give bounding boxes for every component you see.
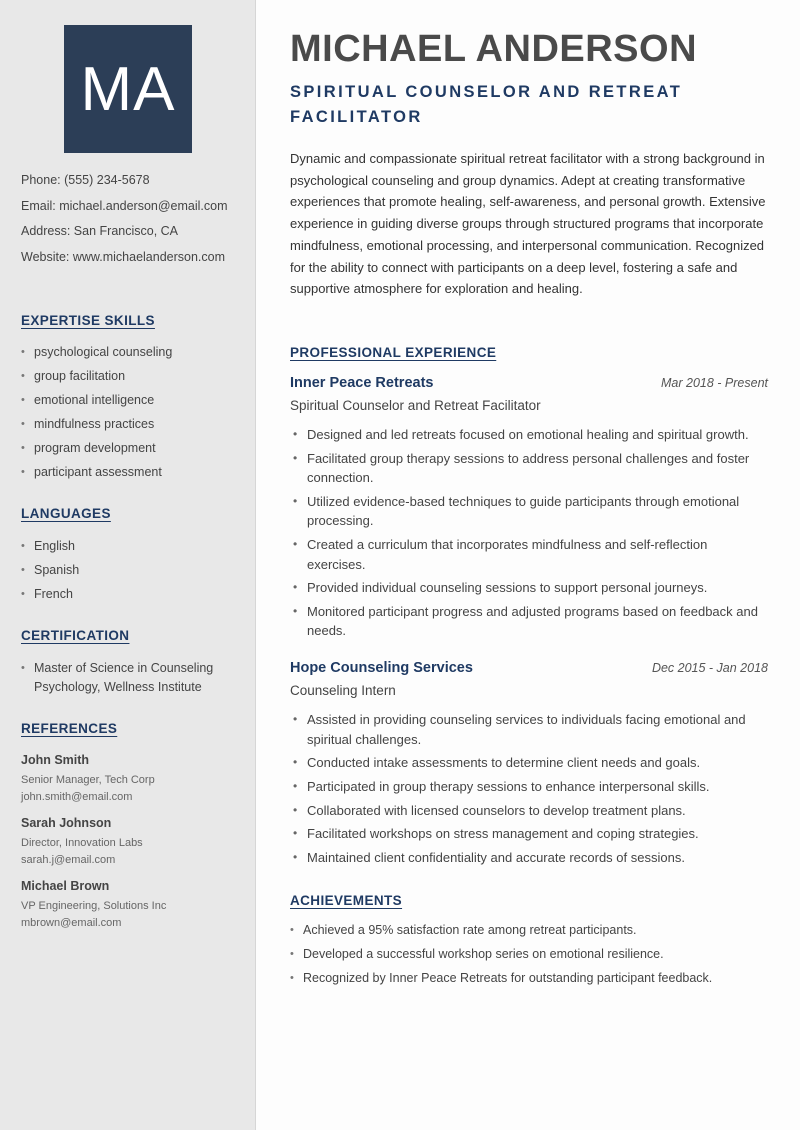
skill-item: • mindfulness practices [21, 415, 246, 434]
references-heading: REFERENCES [21, 721, 118, 736]
job-bullet: • Facilitated workshops on stress management and coping strategies. [290, 824, 768, 844]
contact-info [21, 172, 251, 274]
monogram-logo: MA [64, 25, 192, 153]
achievement-item: • Achieved a 95% satisfaction rate among retreat participants. [290, 921, 768, 940]
skill-item: • psychological counseling [21, 343, 246, 362]
job-company: Hope Counseling Services [290, 660, 473, 676]
skill-item: • group facilitation [21, 367, 246, 386]
reference-email: john.smith@email.com [21, 791, 133, 803]
job-role: Spiritual Counselor and Retreat Facilitator [290, 398, 541, 413]
language-item: • French [21, 585, 246, 604]
job-bullet: • Monitored participant progress and adjusted programs based on feedback and needs. [290, 602, 768, 641]
job-bullet: • Maintained client confidentiality and accurate records of sessions. [290, 848, 768, 868]
job-header [290, 375, 768, 391]
profile-summary: Dynamic and compassionate spiritual retreat facilitator with a strong background in psychological counseling and group dynamics. Adept at creating transformative experiences that promote healing, self-awareness, and personal growth. Extensive experience in guiding diverse groups through structured programs that incorporate mindfulness, emotional processing, and interpersonal communication. Recognized for the ability to connect with participants on a deep level, fostering a safe and supportive atmosphere for exploration and healing. [290, 151, 766, 297]
reference-name: Michael Brown [21, 879, 110, 893]
language-item: • English [21, 537, 246, 556]
achievements-list [290, 921, 768, 993]
job-bullet: • Participated in group therapy sessions to enhance interpersonal skills. [290, 777, 768, 797]
reference-position: Director, Innovation Labs [21, 837, 143, 849]
job-company: Inner Peace Retreats [290, 375, 434, 391]
job-bullet: • Assisted in providing counseling services to individuals facing emotional and spiritual challenges. [290, 710, 768, 749]
job-role: Counseling Intern [290, 683, 396, 698]
certification-list [21, 659, 246, 702]
sidebar [0, 0, 256, 1130]
reference-email: mbrown@email.com [21, 917, 122, 929]
reference-email: sarah.j@email.com [21, 854, 116, 866]
job-bullet: • Designed and led retreats focused on emotional healing and spiritual growth. [290, 425, 768, 445]
skills-list [21, 343, 246, 487]
job-dates: Mar 2018 - Present [661, 376, 768, 390]
reference-name: John Smith [21, 753, 90, 767]
language-item: • Spanish [21, 561, 246, 580]
contact-email: Email: michael.anderson@email.com [21, 198, 228, 213]
skill-item: • program development [21, 439, 246, 458]
job-bullet: • Facilitated group therapy sessions to address personal challenges and foster connection. [290, 449, 768, 488]
job-bullet: • Provided individual counseling sessions to support personal journeys. [290, 578, 768, 598]
job-bullets [290, 710, 768, 872]
experience-heading: PROFESSIONAL EXPERIENCE [290, 345, 497, 360]
languages-heading: LANGUAGES [21, 506, 111, 521]
job-bullets [290, 425, 768, 645]
contact-website: Website: www.michaelanderson.com [21, 249, 226, 264]
skill-item: • emotional intelligence [21, 391, 246, 410]
certification-heading: CERTIFICATION [21, 628, 130, 643]
achievement-item: • Recognized by Inner Peace Retreats for outstanding participant feedback. [290, 969, 768, 988]
certification-item: • Master of Science in Counseling Psychology, Wellness Institute [21, 659, 246, 697]
skills-heading: EXPERTISE SKILLS [21, 313, 155, 328]
achievements-heading: ACHIEVEMENTS [290, 893, 403, 908]
candidate-title: SPIRITUAL COUNSELOR AND RETREAT FACILITATOR [290, 83, 683, 126]
languages-list [21, 537, 246, 609]
reference-entry [21, 878, 246, 941]
references-list [21, 752, 246, 941]
job-header [290, 660, 768, 676]
contact-address: Address: San Francisco, CA [21, 224, 179, 238]
contact-phone: Phone: (555) 234-5678 [21, 173, 150, 187]
job-bullet: • Utilized evidence-based techniques to guide participants through emotional processing. [290, 492, 768, 531]
skill-item: • participant assessment [21, 463, 246, 482]
candidate-name: MICHAEL ANDERSON [290, 28, 698, 70]
job-bullet: • Collaborated with licensed counselors to develop treatment plans. [290, 801, 768, 821]
achievement-item: • Developed a successful workshop series on emotional resilience. [290, 945, 768, 964]
job-dates: Dec 2015 - Jan 2018 [651, 661, 768, 675]
job-bullet: • Conducted intake assessments to determine client needs and goals. [290, 753, 768, 773]
reference-position: Senior Manager, Tech Corp [21, 774, 155, 786]
reference-name: Sarah Johnson [21, 816, 112, 830]
reference-entry [21, 752, 246, 815]
job-bullet: • Created a curriculum that incorporates mindfulness and self-reflection exercises. [290, 535, 768, 574]
reference-position: VP Engineering, Solutions Inc [21, 900, 167, 912]
reference-entry [21, 815, 246, 878]
